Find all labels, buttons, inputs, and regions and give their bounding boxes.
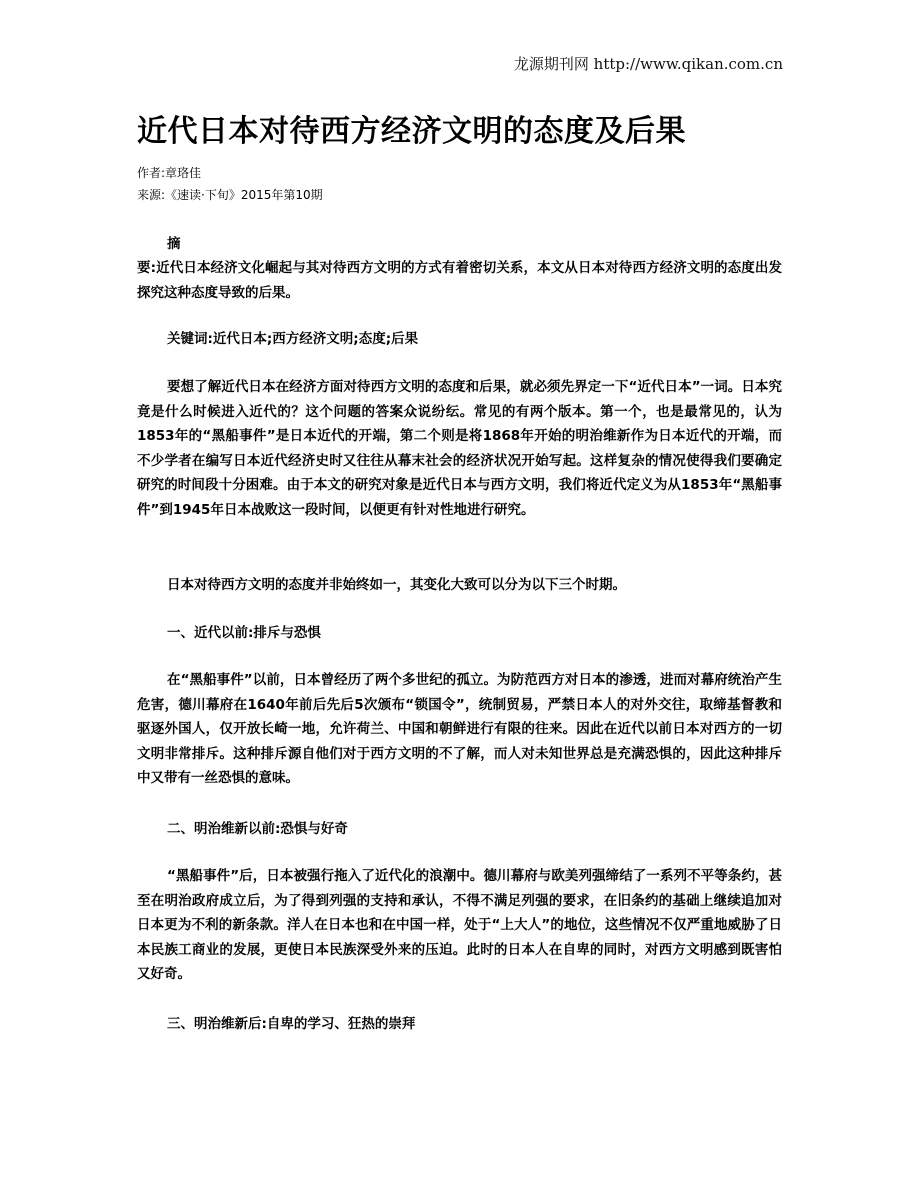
article-author: 作者:章珞佳 [137,166,202,180]
article-source: 来源:《速读·下旬》2015年第10期 [137,188,323,202]
abstract-text: 要:近代日本经济文化崛起与其对待西方文明的方式有着密切关系，本文从日本对待西方经济文明的态度出发探究这种态度导致的后果。 [137,260,782,301]
section-heading-2: 二、明治维新以前:恐惧与好奇 [167,821,348,837]
section-heading-3: 三、明治维新后:自卑的学习、狂热的崇拜 [167,1016,416,1032]
paragraph-section-1: 在“黑船事件”以前，日本曾经历了两个多世纪的孤立。为防范西方对日本的渗透，进而对幕府统治产生危害，德川幕府在1640年前后先后5次颁布“锁国令”，统制贸易，严禁日本人的对外交往，取缔基督教和驱逐外国人，仅开放长崎一地，允许荷兰、中国和朝鲜进行有限的往来。因此在近代以前日本对西方的一切文明非常排斥。这种排斥源自他们对于西方文明的不了解，而人对未知世界总是充满恐惧的，因此这种排斥中又带有一丝恐惧的意味。 [137,672,782,786]
keywords: 关键词:近代日本;西方经济文明;态度;后果 [167,331,419,347]
article-title: 近代日本对待西方经济文明的态度及后果 [137,114,686,149]
paragraph-section-2: “黑船事件”后，日本被强行拖入了近代化的浪潮中。德川幕府与欧美列强缔结了一系列不平等条约，甚至在明治政府成立后，为了得到列强的支持和承认，不得不满足列强的要求，在旧条约的基础上继续追加对日本更为不利的新条款。洋人在日本也和在中国一样，处于“上大人”的地位，这些情况不仅严重地威胁了日本民族工商业的发展，更使日本民族深受外来的压迫。此时的日本人在自卑的同时，对西方文明感到既害怕又好奇。 [137,868,782,982]
site-header[interactable]: 龙源期刊网 http://www.qikan.com.cn [513,55,783,73]
section-heading-1: 一、近代以前:排斥与恐惧 [167,625,321,641]
paragraph-definition: 要想了解近代日本在经济方面对待西方文明的态度和后果，就必须先界定一下“近代日本”一词。日本究竟是什么时候进入近代的？这个问题的答案众说纷纭。常见的有两个版本。第一个，也是最常见的，认为1853年的“黑船事件”是日本近代的开端，第二个则是将1868年开始的明治维新作为日本近代的开端，而不少学者在编写日本近代经济史时又往往从幕末社会的经济状况开始写起。这样复杂的情况使得我们要确定研究的时间段十分困难。由于本文的研究对象是近代日本与西方文明，我们将近代定义为从1853年“黑船事件”到1945年日本战败这一段时间，以便更有针对性地进行研究。 [137,379,782,518]
abstract-label: 摘 [167,236,181,252]
paragraph-overview: 日本对待西方文明的态度并非始终如一，其变化大致可以分为以下三个时期。 [167,577,626,593]
